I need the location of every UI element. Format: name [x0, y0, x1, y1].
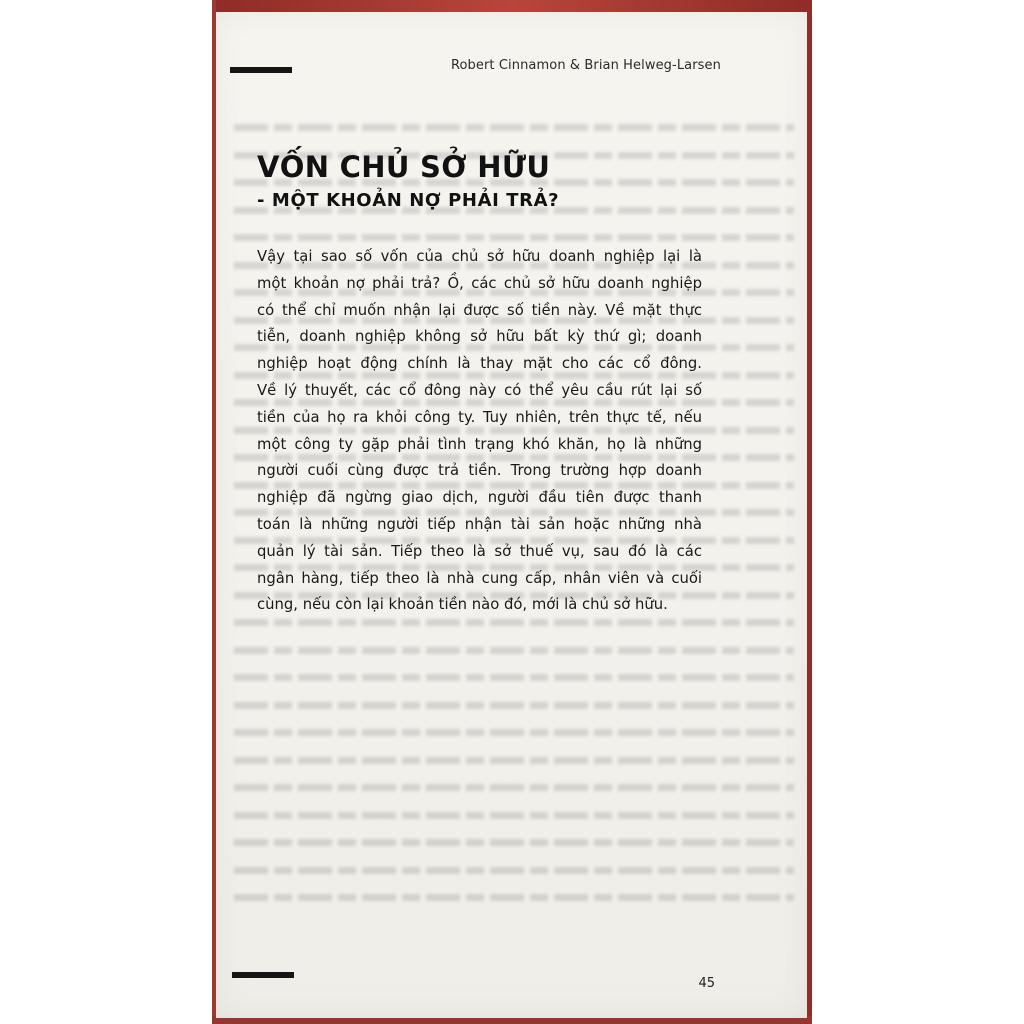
body-line: Vậy tại sao số vốn của chủ sở hữu doanh nghiệp lại là [257, 248, 702, 265]
body-line: tiễn, doanh nghiệp không sở hữu bất kỳ thứ gì; doanh [257, 328, 702, 346]
body-paragraph [257, 244, 702, 619]
body-line: quản lý tài sản. Tiếp theo là sở thuế vụ, sau đó là các [257, 542, 702, 560]
chapter-title: VỐN CHỦ SỞ HỮU [257, 150, 551, 184]
body-line: nghiệp đã ngừng giao dịch, người đầu tiên được thanh [257, 489, 702, 507]
cover-edge-right [807, 0, 812, 1024]
body-line: toán là những người tiếp nhận tài sản hoặc những nhà [257, 515, 702, 533]
running-head: Robert Cinnamon & Brian Helweg-Larsen [450, 58, 721, 73]
body-line: người cuối cùng được trả tiền. Trong trường hợp doanh [257, 462, 702, 480]
body-line: cùng, nếu còn lại khoản tiền nào đó, mới là chủ sở hữu. [257, 596, 668, 614]
body-line: ngân hàng, tiếp theo là nhà cung cấp, nhân viên và cuối [257, 569, 702, 587]
chapter-subtitle: - MỘT KHOẢN NỢ PHẢI TRẢ? [257, 190, 560, 211]
body-line: nghiệp hoạt động chính là thay mặt cho các cổ đông. [257, 355, 702, 373]
body-line: có thể chỉ muốn nhận lại được số tiền này. Về mặt thực [257, 301, 702, 319]
body-line: một khoản nợ phải trả? Ồ, các chủ sở hữu doanh nghiệp [257, 274, 702, 292]
body-line: một công ty gặp phải tình trạng khó khăn, họ là những [257, 435, 702, 453]
page-number: 45 [698, 976, 715, 991]
decorative-rule-top [230, 67, 292, 73]
body-line: Về lý thuyết, các cổ đông này có thể yêu cầu rút lại số [257, 381, 702, 399]
decorative-rule-bottom [232, 972, 294, 978]
body-line: tiền của họ ra khỏi công ty. Tuy nhiên, trên thực tế, nếu [257, 408, 702, 426]
book-page [216, 12, 807, 1018]
